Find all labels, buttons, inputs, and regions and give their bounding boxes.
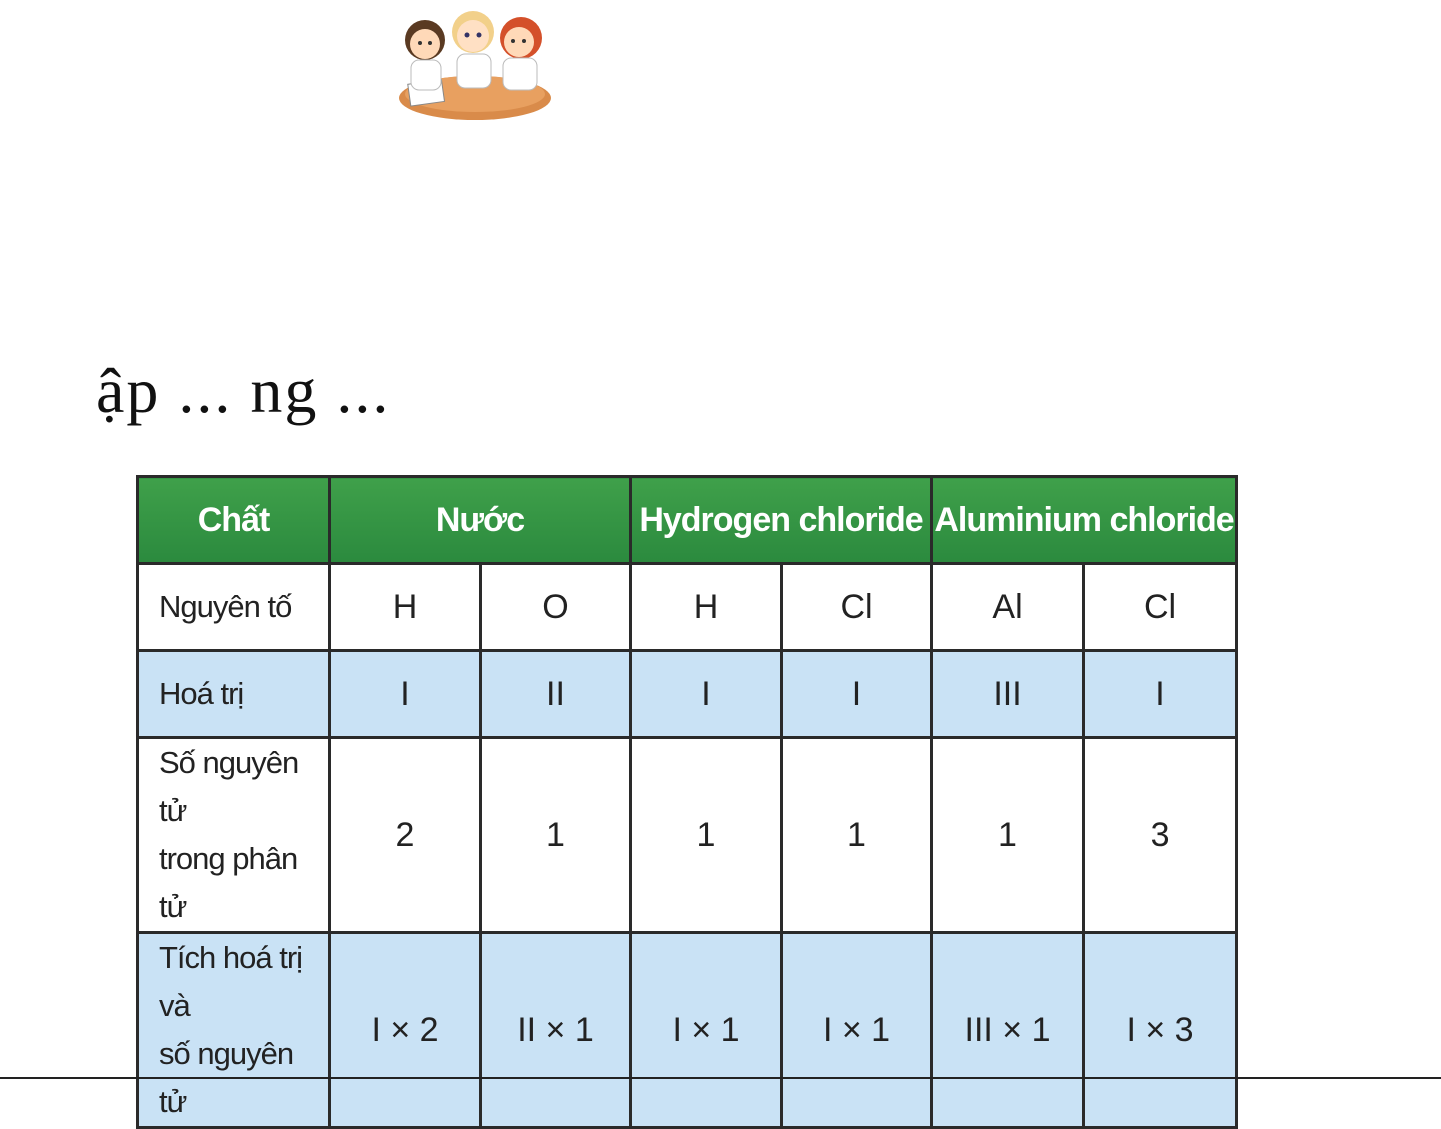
table-row — [138, 564, 1237, 651]
table-cell: 1 — [932, 738, 1084, 933]
table-cell: 1 — [631, 738, 782, 933]
footer-divider — [0, 1077, 1441, 1079]
row-label-element: Nguyên tố — [138, 564, 330, 651]
table-header-row — [138, 477, 1237, 564]
table-cell: 2 — [330, 738, 481, 933]
header-hydrogen-chloride: Hydrogen chloride — [631, 477, 932, 564]
table-cell: I — [330, 651, 481, 738]
table-cell: I — [631, 651, 782, 738]
row-label-atom-count — [138, 738, 330, 933]
table-cell: III × 1 — [932, 933, 1084, 1128]
table-cell: II — [481, 651, 631, 738]
table-cell: II × 1 — [481, 933, 631, 1128]
clipped-heading: ập ... ng ... — [96, 355, 391, 426]
table-cell: H — [631, 564, 782, 651]
table-cell: I × 3 — [1084, 933, 1237, 1128]
table-row — [138, 651, 1237, 738]
table-cell: H — [330, 564, 481, 651]
table-row — [138, 738, 1237, 933]
row-label-line: Số nguyên tử — [159, 745, 299, 828]
table-cell: Cl — [1084, 564, 1237, 651]
table-cell: O — [481, 564, 631, 651]
table-cell: I — [1084, 651, 1237, 738]
row-label-line: trong phân tử — [159, 841, 298, 924]
table-cell: 3 — [1084, 738, 1237, 933]
table-cell: I × 1 — [782, 933, 932, 1128]
table-cell: 1 — [481, 738, 631, 933]
table-cell: Al — [932, 564, 1084, 651]
table-cell: I × 1 — [631, 933, 782, 1128]
table-cell: 1 — [782, 738, 932, 933]
table-cell: Cl — [782, 564, 932, 651]
row-label-line: số nguyên tử — [159, 1036, 294, 1119]
table-cell: III — [932, 651, 1084, 738]
table-cell: I — [782, 651, 932, 738]
row-label-valence: Hoá trị — [138, 651, 330, 738]
valence-table — [136, 475, 1238, 1129]
header-water: Nước — [330, 477, 631, 564]
header-aluminium-chloride: Aluminium chloride — [932, 477, 1237, 564]
row-label-product — [138, 933, 330, 1128]
table-row — [138, 933, 1237, 1128]
row-label-line: Tích hoá trị và — [159, 940, 303, 1023]
three-students-icon — [395, 4, 555, 122]
table-cell: I × 2 — [330, 933, 481, 1128]
header-substance: Chất — [138, 477, 330, 564]
